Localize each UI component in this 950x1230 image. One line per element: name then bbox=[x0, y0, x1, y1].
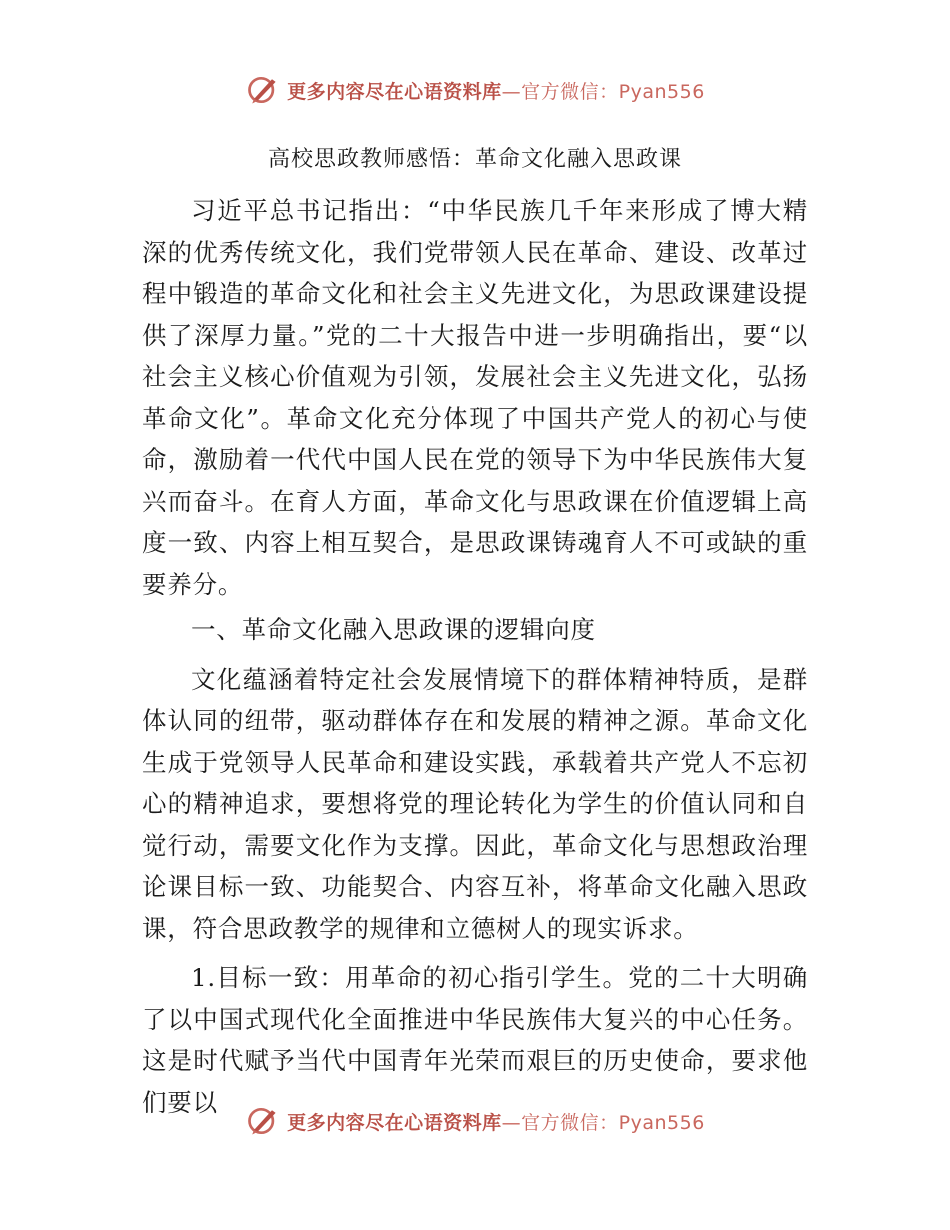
watermark-lead: 更多内容尽在心语资料库 bbox=[287, 1111, 502, 1134]
watermark-tail: —官方微信：Pyan556 bbox=[501, 80, 705, 103]
document-title: 高校思政教师感悟：革命文化融入思政课 bbox=[267, 147, 682, 172]
watermark-text bbox=[287, 77, 705, 104]
watermark-tail: —官方微信：Pyan556 bbox=[501, 1111, 705, 1134]
watermark-lead: 更多内容尽在心语资料库 bbox=[287, 80, 502, 103]
paragraph-intro: 习近平总书记指出：“中华民族几千年来形成了博大精深的优秀传统文化，我们党带领人民在革命、建设、改革过程中锻造的革命文化和社会主义先进文化，为思政课建设提供了深厚力量。”党的二十大报告中进一步明确指出，要“以社会主义核心价值观为引领，发展社会主义先进文化，弘扬革命文化”。革命文化充分体现了中国共产党人的初心与使命，激励着一代代中国人民在党的领导下为中华民族伟大复兴而奋斗。在育人方面，革命文化与思政课在价值逻辑上高度一致、内容上相互契合，是思政课铸魂育人不可或缺的重要养分。 bbox=[142, 196, 808, 599]
paragraph-logic: 文化蕴涵着特定社会发展情境下的群体精神特质，是群体认同的纽带，驱动群体存在和发展的精神之源。革命文化生成于党领导人民革命和建设实践，承载着共产党人不忘初心的精神追求，要想将党的理论转化为学生的价值认同和自觉行动，需要文化作为支撑。因此，革命文化与思想政治理论课目标一致、功能契合、内容互补，将革命文化融入思政课，符合思政教学的规律和立德树人的现实诉求。 bbox=[142, 664, 808, 943]
pen-circle-icon bbox=[245, 72, 281, 108]
footer-watermark bbox=[0, 1101, 950, 1141]
header-watermark bbox=[0, 70, 950, 110]
document-body bbox=[142, 190, 808, 1127]
watermark-text bbox=[287, 1108, 705, 1135]
paragraph-goal: 1.目标一致：用革命的初心指引学生。党的二十大明确了以中国式现代化全面推进中华民族伟大复兴的中心任务。这是时代赋予当代中国青年光荣而艰巨的历史使命，要求他们要以 bbox=[142, 963, 808, 1117]
section-heading-1: 一、革命文化融入思政课的逻辑向度 bbox=[191, 615, 596, 644]
pen-circle-icon bbox=[245, 1103, 281, 1139]
